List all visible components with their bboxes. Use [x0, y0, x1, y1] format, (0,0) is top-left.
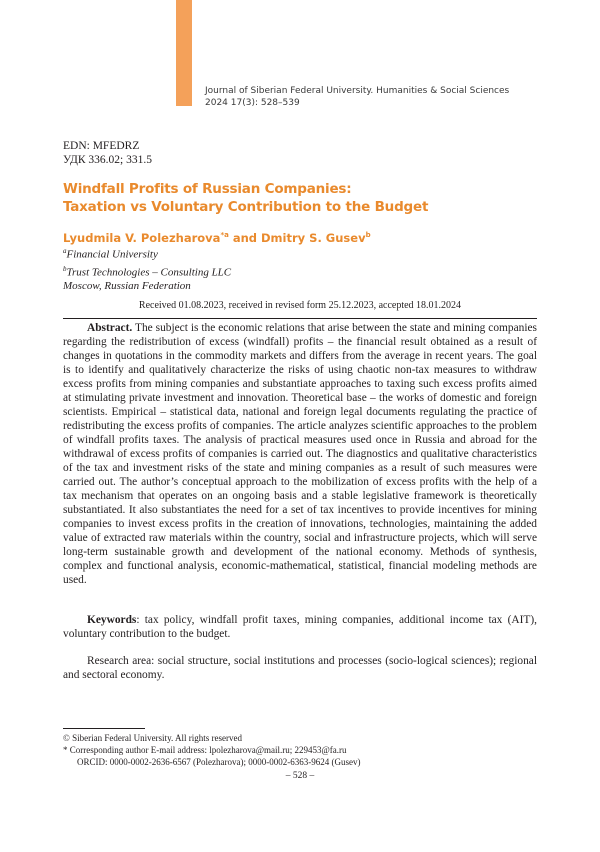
copyright-note: © Siberian Federal University. All rights reserved — [63, 733, 242, 743]
title-line-1: Windfall Profits of Russian Companies: — [63, 181, 352, 197]
author-name: Dmitry S. Gusev — [261, 230, 366, 245]
article-identifiers — [63, 139, 152, 167]
author-list — [63, 228, 371, 245]
affiliations — [63, 244, 231, 293]
received-dates: Received 01.08.2023, received in revised form 25.12.2023, accepted 18.01.2024 — [138, 300, 462, 311]
affiliation-mark: a — [63, 247, 67, 255]
affiliation-name: Trust Technologies – Consulting LLC — [66, 266, 232, 279]
journal-header — [205, 85, 565, 109]
affiliation-b — [63, 262, 231, 280]
page-number: – 528 – — [285, 771, 315, 781]
footnotes — [63, 732, 543, 768]
header-accent-bar — [176, 0, 192, 106]
footnote-divider — [63, 728, 145, 729]
orcid-note: ORCID: 0000-0002-2636-6567 (Polezharova); 0000-0002-6363-9624 (Gusev) — [77, 757, 361, 767]
author-name: Lyudmila V. Polezharova — [63, 230, 221, 245]
research-area: Research area: social structure, social institutions and processes (socio-logical sciences); regional and sectoral economy. — [63, 655, 537, 681]
abstract-label: Abstract. — [87, 322, 133, 334]
affiliation-city: Moscow, Russian Federation — [63, 280, 191, 293]
edn-code: EDN: MFEDRZ — [63, 140, 140, 152]
author-affiliation-mark: b — [365, 231, 371, 239]
journal-issue: 2024 17(3): 528–539 — [205, 98, 300, 108]
udk-code: УДК 336.02; 331.5 — [63, 154, 152, 166]
journal-name: Journal of Siberian Federal University. Humanities & Social Sciences — [205, 86, 510, 96]
keywords — [63, 613, 537, 641]
affiliation-mark: b — [63, 264, 67, 273]
affiliation-a — [63, 244, 231, 262]
author-conjunction: and — [228, 230, 262, 245]
abstract-text: The subject is the economic relations that arise between the state and mining companies regarding the redistribution of excess (windfall) profits – the financial result obtained as a result of changes in quotations in the commodity markets and differs from the average in recent years. The goal is to identify and qualitatively characterize the risks of using chaotic non-tax measures to withdraw excess profits from mining companies and substantiate approaches to taxing such excess profits aimed at stimulating private investment and innovation. Theoretical base – the works of domestic and foreign scientists. Empirical – statistical data, national and foreign legal documents regulating the practice of redistributing the excess profits of companies. The article analyzes scientific approaches to the problem of windfall profits taxes. The analysis of practical measures used once in Russia and abroad for the withdrawal of excess profits of companies is carried out. The diagnostics and qualitative characteristics of the tax and investment risks of the state and mining companies as a result of such measures were carried out. The author’s conceptual approach to the mobilization of excess profits with the help of a tax mechanism that operates on an ongoing basis and a stable legislative framework is theoretically substantiated. It also substantiates the need for a set of tax incentives to provide incentives for mining companies to invest excess profits in the creation of innovations, technologies, maintaining the added value of extracted raw materials within the country, social and infrastructure projects, which will serve long-term sustainable growth and development of the national economy. Methods of synthesis, complex and functional analysis, economic-mathematical, statistical, financial modeling methods are used. — [63, 322, 537, 586]
keywords-text: : tax policy, windfall profit taxes, mining companies, additional income tax (AIT), voluntary contribution to the budget. — [63, 614, 537, 640]
corresponding-author-note: * Corresponding author E-mail address: lpolezharova@mail.ru; 229453@fa.ru — [63, 745, 347, 755]
keywords-label: Keywords — [87, 614, 137, 626]
title-line-2: Taxation vs Voluntary Contribution to the Budget — [63, 199, 429, 215]
affiliation-name: Financial University — [66, 248, 158, 261]
abstract — [63, 321, 537, 587]
author-affiliation-mark: *a — [220, 231, 229, 239]
abstract-divider — [63, 318, 537, 319]
article-title — [63, 180, 543, 216]
